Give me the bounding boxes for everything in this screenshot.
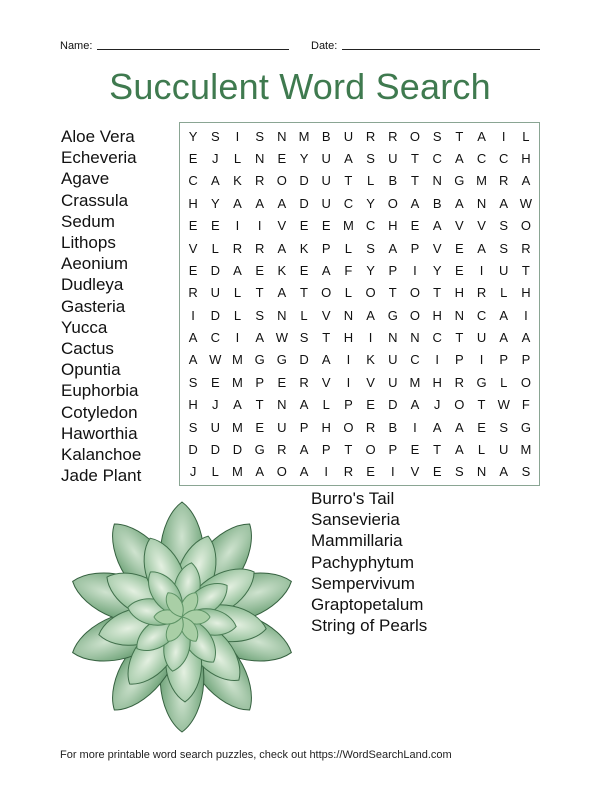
grid-letter: K [233,173,242,189]
grid-letter: R [476,285,487,301]
grid-letter: L [500,285,508,301]
grid-letter: O [365,285,376,301]
grid-letter: D [232,441,243,457]
grid-letter: E [210,374,220,390]
grid-letter: R [299,374,309,390]
word-list-item: Cotyledon [61,402,138,422]
grid-letter: I [413,262,417,278]
grid-letter: E [299,262,309,278]
grid-letter: M [342,218,354,234]
grid-letter: H [521,151,531,167]
grid-letter: N [410,330,420,346]
grid-letter: A [277,285,287,301]
grid-letter: B [388,419,398,435]
grid-letter: O [520,218,531,234]
grid-letter: O [365,441,376,457]
grid-letter: E [366,464,375,480]
grid-letter: A [299,441,309,457]
grid-letter: A [321,352,331,368]
word-list-item: Dudleya [61,275,124,295]
grid-letter: A [499,195,509,211]
grid-letter: A [366,307,375,323]
grid-letter: P [344,397,353,413]
grid-letter: O [276,464,287,480]
grid-letter: V [432,240,442,256]
grid-letter: V [366,374,375,390]
grid-letter: V [188,240,198,256]
grid-letter: P [521,352,531,368]
grid-letter: J [433,397,441,413]
grid-letter: E [255,419,264,435]
grid-letter: R [521,240,531,256]
word-list-item: String of Pearls [311,616,428,636]
grid-letter: U [388,374,398,390]
word-list-item: Lithops [61,233,116,253]
grid-letter: L [477,441,486,457]
grid-letter: R [343,464,354,480]
grid-letter: I [524,307,528,323]
grid-letter: I [435,352,439,368]
grid-letter: D [210,307,220,323]
grid-letter: E [410,218,420,234]
grid-letter: U [321,151,331,167]
grid-letter: E [366,397,375,413]
grid-letter: G [520,419,531,435]
grid-letter: Y [210,195,220,211]
grid-letter: R [188,285,198,301]
grid-letter: T [433,285,442,301]
grid-letter: T [455,128,464,144]
grid-letter: I [390,464,395,480]
grid-letter: B [321,128,331,144]
grid-letter: P [255,374,264,390]
grid-letter: U [321,173,331,189]
grid-letter: S [188,374,198,390]
word-list-item: Jade Plant [61,466,142,486]
grid-letter: H [188,397,198,413]
grid-letter: E [321,218,331,234]
grid-letter: T [255,285,264,301]
grid-letter: O [343,419,354,435]
grid-letter: C [410,352,420,368]
grid-letter: S [188,419,198,435]
grid-letter: N [254,151,265,167]
grid-letter: U [321,195,331,211]
grid-letter: C [188,173,198,189]
grid-letter: U [499,262,509,278]
grid-letter: R [254,173,265,189]
grid-letter: H [321,419,331,435]
grid-letter: V [410,464,420,480]
grid-letter: V [277,218,287,234]
grid-letter: I [191,307,195,323]
grid-letter: O [409,285,421,301]
grid-letter: R [454,374,465,390]
word-list-item: Sempervivum [311,573,415,593]
grid-letter: A [255,330,264,346]
grid-letter: H [388,218,398,234]
grid-letter: C [499,151,509,167]
grid-letter: O [520,374,531,390]
grid-letter: A [188,352,198,368]
grid-letter: K [299,240,309,256]
grid-letter: P [455,352,464,368]
grid-letter: D [210,262,220,278]
grid-letter: M [232,464,243,480]
grid-letter: W [519,195,533,211]
grid-letter: D [299,173,309,189]
word-list-item: Yucca [61,317,108,337]
grid-letter: R [254,240,265,256]
grid-letter: W [497,397,510,413]
grid-letter: T [455,330,464,346]
grid-letter: U [210,419,220,435]
grid-letter: E [455,262,464,278]
word-list-item: Haworthia [61,423,138,443]
grid-letter: A [233,262,242,278]
grid-letter: N [476,464,487,480]
grid-letter: T [388,285,397,301]
grid-letter: H [432,307,442,323]
grid-letter: L [300,307,308,323]
grid-letter: Y [366,262,375,278]
date-label: Date: [311,40,338,52]
grid-letter: N [277,397,287,413]
grid-letter: V [321,374,331,390]
grid-letter: A [277,195,287,211]
grid-letter: T [300,285,308,301]
word-list-item: Mammillaria [311,531,403,551]
grid-letter: D [210,441,220,457]
grid-letter: I [324,464,329,480]
grid-letter: O [387,195,398,211]
grid-letter: R [499,173,509,189]
grid-letter: G [476,374,487,390]
grid-letter: A [521,173,531,189]
grid-letter: I [235,128,240,144]
grid-letter: N [454,307,465,323]
grid-letter: J [189,464,197,480]
grid-letter: M [476,173,487,189]
grid-letter: A [210,173,220,189]
word-list-item: Pachyphytum [311,552,414,572]
grid-letter: J [212,151,219,167]
grid-letter: I [479,262,484,278]
grid-letter: F [344,262,353,278]
grid-letter: N [343,307,354,323]
word-list-item: Aloe Vera [61,127,135,146]
grid-letter: V [321,307,331,323]
grid-letter: T [255,397,264,413]
grid-letter: L [522,128,530,144]
grid-letter: N [388,330,398,346]
name-label: Name: [60,40,93,52]
grid-letter: E [210,218,220,234]
grid-letter: I [235,330,240,346]
grid-letter: I [479,352,484,368]
grid-letter: R [365,419,376,435]
grid-letter: C [476,307,487,323]
grid-letter: S [499,218,509,234]
grid-letter: A [233,397,242,413]
grid-letter: U [343,128,354,144]
grid-letter: S [299,330,309,346]
grid-letter: A [432,419,442,435]
grid-letter: L [500,374,508,390]
grid-letter: A [321,262,331,278]
grid-letter: L [344,285,353,301]
grid-letter: O [276,173,287,189]
grid-letter: C [343,195,354,211]
grid-letter: R [388,128,398,144]
grid-letter: Y [366,195,375,211]
grid-letter: E [410,441,420,457]
grid-letter: E [477,419,486,435]
grid-letter: H [188,195,198,211]
grid-letter: A [255,464,264,480]
grid-letter: U [476,330,487,346]
grid-letter: O [454,397,465,413]
grid-letter: I [346,352,351,368]
grid-letter: T [344,173,353,189]
word-list-item: Cactus [61,339,114,359]
grid-letter: L [211,240,219,256]
grid-letter: I [257,218,262,234]
word-list-left [61,126,141,486]
grid-letter: B [388,173,398,189]
grid-letter: G [276,352,287,368]
grid-letter: S [366,151,375,167]
word-list-item: Aeonium [61,254,129,274]
grid-letter: S [255,307,264,323]
grid-letter: E [188,218,198,234]
grid-letter: U [210,285,220,301]
grid-letter: I [235,218,240,234]
grid-letter: A [344,151,353,167]
grid-letter: G [454,173,465,189]
grid-letter: W [275,330,288,346]
date-field-line[interactable] [342,49,540,50]
grid-letter: A [477,128,486,144]
grid-letter: A [233,195,242,211]
grid-letter: E [255,262,264,278]
grid-letter: H [521,285,531,301]
grid-letter: E [188,151,198,167]
grid-letter: T [410,173,419,189]
grid-letter: T [521,262,530,278]
word-list-item: Euphorbia [61,381,139,401]
grid-letter: L [322,397,330,413]
word-list-item: Graptopetalum [311,595,424,615]
grid-letter: A [455,195,464,211]
grid-letter: U [388,151,398,167]
grid-letter: U [388,352,398,368]
grid-letter: M [232,374,243,390]
grid-letter: O [409,307,421,323]
grid-letter: D [188,441,198,457]
grid-letter: G [254,352,265,368]
grid-letter: T [344,441,353,457]
grid-letter: S [521,464,531,480]
grid-letter: U [499,441,509,457]
grid-letter: A [432,218,442,234]
grid-letter: A [388,240,398,256]
grid-letter: D [388,397,398,413]
grid-letter: L [211,464,219,480]
grid-letter: A [521,330,531,346]
grid-letter: U [277,419,287,435]
grid-letter: H [432,374,442,390]
grid-letter: A [255,195,264,211]
grid-letter: E [277,374,287,390]
grid-letter: T [322,330,331,346]
grid-letter: A [455,419,464,435]
grid-letter: S [455,464,464,480]
grid-letter: E [299,218,309,234]
grid-letter: A [410,195,420,211]
grid-letter: Y [188,128,198,144]
word-list-right [311,488,427,636]
word-list-item: Gasteria [61,296,126,316]
word-list-item: Agave [61,169,110,189]
grid-letter: I [346,374,351,390]
grid-letter: E [188,262,198,278]
grid-letter: A [188,330,198,346]
grid-letter: A [410,397,420,413]
grid-letter: A [299,464,309,480]
grid-letter: D [299,195,309,211]
succulent-illustration [65,500,300,735]
word-list-item: Burro's Tail [311,489,395,508]
grid-letter: S [499,240,509,256]
grid-letter: T [410,151,419,167]
grid-letter: T [477,397,486,413]
grid-letter: M [232,419,243,435]
grid-letter: I [501,128,506,144]
grid-letter: C [210,330,220,346]
grid-letter: L [233,151,242,167]
grid-letter: P [388,262,398,278]
grid-letter: S [432,128,442,144]
grid-letter: E [277,151,287,167]
grid-letter: L [233,285,242,301]
grid-letter: J [212,397,219,413]
grid-letter: S [210,128,220,144]
page-title: Succulent Word Search [109,66,491,107]
word-list-item: Crassula [61,190,129,210]
grid-letter: W [209,352,222,368]
grid-letter: C [476,151,487,167]
grid-letter: Y [432,262,442,278]
grid-letter: A [499,307,509,323]
word-list-item: Sedum [61,211,115,231]
grid-letter: C [432,151,442,167]
grid-letter: M [232,352,243,368]
grid-letter: K [277,262,287,278]
letter-grid [179,122,540,486]
grid-letter: P [299,419,309,435]
grid-letter: C [365,218,376,234]
grid-letter: A [455,441,464,457]
grid-letter: H [454,285,465,301]
grid-letter: B [432,195,442,211]
grid-letter: G [254,441,265,457]
word-list-item: Sansevieria [311,510,400,530]
grid-letter: P [388,441,398,457]
name-field-line[interactable] [97,49,289,50]
grid-letter: M [409,374,421,390]
grid-letter: E [455,240,464,256]
grid-letter: S [366,240,375,256]
grid-letter: D [299,352,309,368]
grid-letter: A [455,151,464,167]
grid-letter: P [410,240,420,256]
grid-letter: M [298,128,310,144]
grid-letter: R [232,240,243,256]
grid-letter: A [277,240,287,256]
grid-letter: V [455,218,464,234]
grid-letter: I [413,419,417,435]
grid-letter: F [521,397,530,413]
grid-letter: O [321,285,332,301]
grid-letter: L [233,307,242,323]
grid-letter: A [499,464,509,480]
grid-letter: N [432,173,442,189]
grid-letter: P [499,352,509,368]
grid-letter: R [277,441,287,457]
grid-letter: O [409,128,421,144]
grid-letter: E [432,464,442,480]
grid-letter: N [476,195,487,211]
grid-letter: S [255,128,264,144]
grid-letter: H [343,330,354,346]
grid-letter: I [368,330,373,346]
word-list-item: Echeveria [61,148,137,168]
grid-letter: K [366,352,375,368]
grid-letter: N [277,307,287,323]
grid-letter: S [499,419,509,435]
grid-letter: P [321,240,331,256]
grid-letter: G [387,307,398,323]
grid-letter: V [477,218,486,234]
grid-letter: C [432,330,442,346]
grid-letter: A [477,240,486,256]
grid-letter: A [499,330,509,346]
grid-letter: T [433,441,442,457]
footer-note: For more printable word search puzzles, check out https://WordSearchLand.com [60,749,452,761]
grid-letter: R [365,128,376,144]
grid-letter: L [366,173,375,189]
word-list-item: Opuntia [61,360,121,380]
grid-letter: L [344,240,353,256]
grid-letter: M [520,441,532,457]
grid-letter: Y [299,151,309,167]
grid-letter: A [299,397,309,413]
grid-letter: N [277,128,287,144]
word-list-item: Kalanchoe [61,445,142,465]
grid-letter: P [321,441,331,457]
